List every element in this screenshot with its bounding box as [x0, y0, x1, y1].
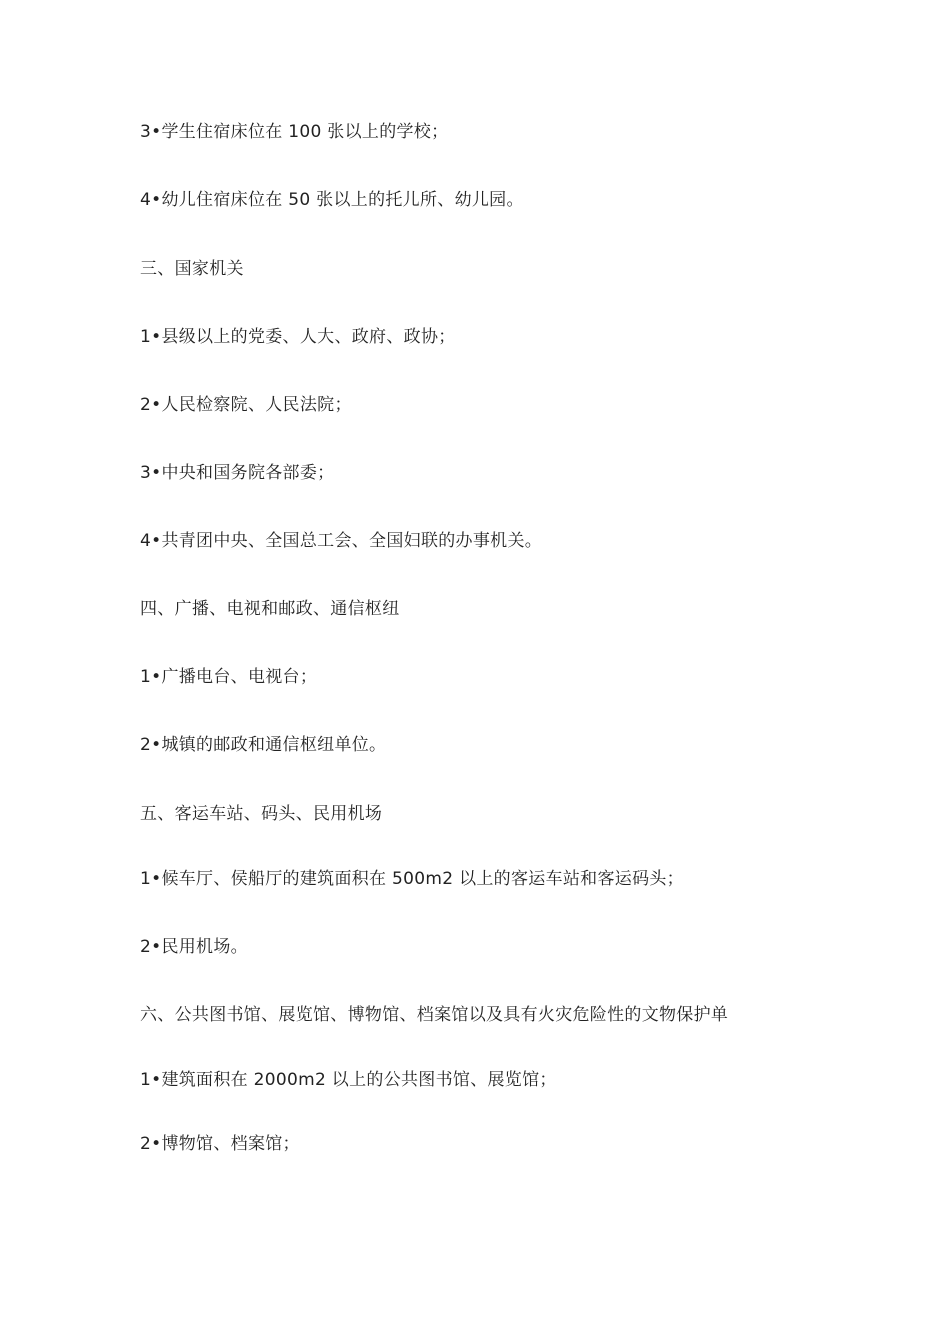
list-item: 2•城镇的邮政和通信枢纽单位。: [140, 735, 387, 755]
list-item: 3•学生住宿床位在 100 张以上的学校；: [140, 122, 449, 142]
list-item: 2•博物馆、档案馆；: [140, 1134, 300, 1154]
list-item: 1•县级以上的党委、人大、政府、政协；: [140, 327, 456, 347]
list-item: 4•共青团中央、全国总工会、全国妇联的办事机关。: [140, 531, 543, 551]
list-item: 1•广播电台、电视台；: [140, 667, 318, 687]
list-item: 1•建筑面积在 2000m2 以上的公共图书馆、展览馆；: [140, 1070, 557, 1090]
list-item: 2•民用机场。: [140, 937, 248, 957]
section-heading: 三、国家机关: [140, 259, 244, 279]
list-item: 4•幼儿住宿床位在 50 张以上的托儿所、幼儿园。: [140, 190, 524, 210]
section-heading: 六、公共图书馆、展览馆、博物馆、档案馆以及具有火灾危险性的文物保护单: [140, 1005, 729, 1025]
section-heading: 五、客运车站、码头、民用机场: [140, 804, 383, 824]
list-item: 2•人民检察院、人民法院；: [140, 395, 352, 415]
section-heading: 四、广播、电视和邮政、通信枢纽: [140, 599, 400, 619]
list-item: 1•候车厅、侯船厅的建筑面积在 500m2 以上的客运车站和客运码头；: [140, 869, 684, 889]
list-item: 3•中央和国务院各部委；: [140, 463, 335, 483]
